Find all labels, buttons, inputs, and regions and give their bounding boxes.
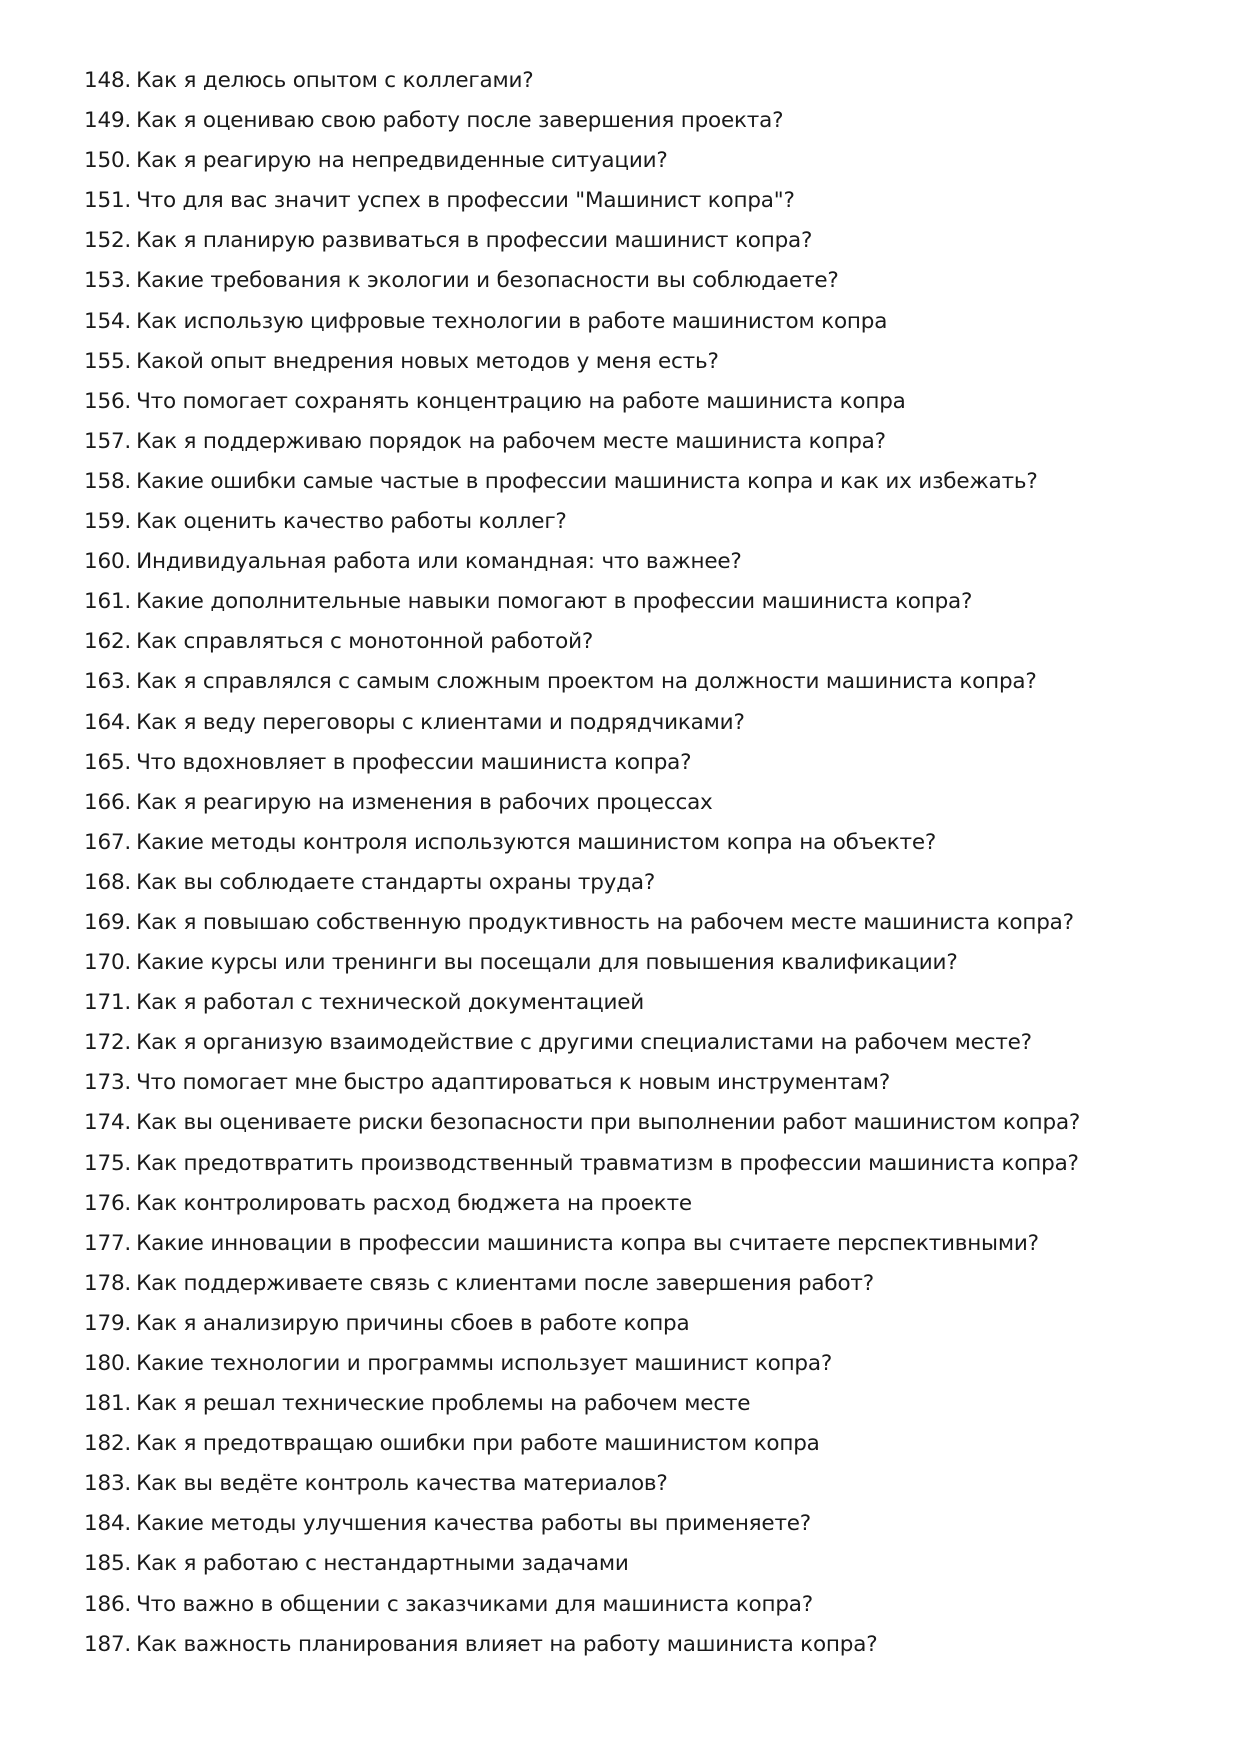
question-text: Какие курсы или тренинги вы посещали для повышения квалификации?	[136, 950, 958, 976]
list-item	[84, 783, 1164, 823]
question-number: 171.	[84, 990, 132, 1016]
list-item	[84, 61, 1164, 101]
list-item	[84, 261, 1164, 301]
question-number: 158.	[84, 468, 132, 494]
question-number: 151.	[84, 188, 132, 214]
list-item	[84, 181, 1164, 221]
question-text: Что для вас значит успех в профессии "Машинист копра"?	[136, 188, 795, 214]
list-item	[84, 422, 1164, 462]
question-text: Что важно в общении с заказчиками для машиниста копра?	[136, 1591, 813, 1617]
list-item	[84, 1344, 1164, 1384]
list-item	[84, 1144, 1164, 1184]
question-number: 166.	[84, 789, 132, 815]
question-number: 176.	[84, 1190, 132, 1216]
list-item	[84, 983, 1164, 1023]
question-text: Как я работал с технической документацией	[136, 990, 645, 1016]
question-number: 182.	[84, 1431, 132, 1457]
question-text: Какие инновации в профессии машиниста копра вы считаете перспективными?	[136, 1230, 1039, 1256]
list-item	[84, 1304, 1164, 1344]
question-number: 183.	[84, 1471, 132, 1497]
question-text: Как я организую взаимодействие с другими специалистами на рабочем месте?	[136, 1030, 1032, 1056]
list-item	[84, 1063, 1164, 1103]
question-text: Какие методы улучшения качества работы вы применяете?	[136, 1511, 812, 1537]
question-number: 178.	[84, 1270, 132, 1296]
list-item	[84, 302, 1164, 342]
question-text: Как я оцениваю свою работу после завершения проекта?	[136, 108, 784, 134]
question-number: 162.	[84, 629, 132, 655]
list-item	[84, 863, 1164, 903]
question-number: 174.	[84, 1110, 132, 1136]
list-item	[84, 1384, 1164, 1424]
question-text: Как я работаю с нестандартными задачами	[136, 1551, 629, 1577]
question-text: Что помогает мне быстро адаптироваться к новым инструментам?	[136, 1070, 891, 1096]
list-item	[84, 462, 1164, 502]
question-number: 169.	[84, 909, 132, 935]
question-number: 159.	[84, 509, 132, 535]
question-number: 149.	[84, 108, 132, 134]
question-number: 160.	[84, 549, 132, 575]
question-number: 161.	[84, 589, 132, 615]
question-text: Как я повышаю собственную продуктивность на рабочем месте машиниста копра?	[136, 909, 1074, 935]
question-number: 181.	[84, 1391, 132, 1417]
list-item	[84, 1585, 1164, 1625]
list-item	[84, 903, 1164, 943]
list-item	[84, 141, 1164, 181]
question-text: Какие технологии и программы использует машинист копра?	[136, 1351, 833, 1376]
question-text: Индивидуальная работа или командная: что важнее?	[136, 549, 742, 575]
question-number: 180.	[84, 1351, 132, 1376]
question-text: Какие требования к экологии и безопасности вы соблюдаете?	[136, 268, 839, 294]
question-text: Как поддерживаете связь с клиентами после завершения работ?	[136, 1270, 874, 1296]
question-text: Как я реагирую на изменения в рабочих процессах	[136, 789, 713, 815]
question-number: 170.	[84, 950, 132, 976]
question-number: 156.	[84, 388, 132, 414]
list-item	[84, 1023, 1164, 1063]
question-text: Как я решал технические проблемы на рабочем месте	[136, 1391, 751, 1417]
question-number: 168.	[84, 869, 132, 895]
question-number: 177.	[84, 1230, 132, 1256]
question-number: 164.	[84, 709, 132, 735]
question-number: 172.	[84, 1030, 132, 1056]
question-text: Как вы ведёте контроль качества материалов?	[136, 1471, 668, 1497]
question-text: Как я веду переговоры с клиентами и подрядчиками?	[136, 709, 745, 735]
question-text: Какие методы контроля используются машинистом копра на объекте?	[136, 829, 937, 855]
list-item	[84, 382, 1164, 422]
list-item	[84, 1625, 1164, 1665]
question-text: Как предотвратить производственный травматизм в профессии машиниста копра?	[136, 1150, 1079, 1176]
question-number: 185.	[84, 1551, 132, 1577]
question-text: Как я справлялся с самым сложным проектом на должности машиниста копра?	[136, 669, 1037, 695]
question-text: Как вы соблюдаете стандарты охраны труда?	[136, 869, 656, 895]
question-text: Как я реагирую на непредвиденные ситуации?	[136, 148, 668, 174]
question-number: 148.	[84, 68, 132, 93]
list-item	[84, 582, 1164, 622]
question-number: 187.	[84, 1631, 132, 1657]
list-item	[84, 943, 1164, 983]
list-item	[84, 1264, 1164, 1304]
question-number: 163.	[84, 669, 132, 695]
list-item	[84, 662, 1164, 702]
question-text: Что вдохновляет в профессии машиниста копра?	[136, 749, 692, 775]
question-text: Как контролировать расход бюджета на проекте	[136, 1190, 692, 1216]
question-text: Как оценить качество работы коллег?	[136, 509, 567, 535]
question-number: 184.	[84, 1511, 132, 1537]
question-number: 155.	[84, 348, 132, 374]
question-number: 186.	[84, 1591, 132, 1617]
question-text: Какой опыт внедрения новых методов у меня есть?	[136, 348, 719, 374]
question-number: 150.	[84, 148, 132, 174]
question-list	[84, 61, 1164, 1665]
list-item	[84, 1103, 1164, 1143]
question-text: Как я поддерживаю порядок на рабочем месте машиниста копра?	[136, 428, 886, 454]
list-item	[84, 342, 1164, 382]
question-text: Как использую цифровые технологии в работе машинистом копра	[136, 308, 888, 334]
list-item	[84, 743, 1164, 783]
question-text: Как вы оцениваете риски безопасности при выполнении работ машинистом копра?	[136, 1110, 1081, 1136]
list-item	[84, 622, 1164, 662]
question-number: 173.	[84, 1070, 132, 1096]
list-item	[84, 542, 1164, 582]
list-item	[84, 1544, 1164, 1584]
question-number: 175.	[84, 1150, 132, 1176]
question-number: 167.	[84, 829, 132, 855]
question-text: Что помогает сохранять концентрацию на работе машиниста копра	[136, 388, 906, 414]
list-item	[84, 221, 1164, 261]
question-number: 154.	[84, 308, 132, 334]
question-text: Как я планирую развиваться в профессии машинист копра?	[136, 228, 813, 254]
list-item	[84, 823, 1164, 863]
question-text: Как я предотвращаю ошибки при работе машинистом копра	[136, 1431, 820, 1457]
question-text: Как я делюсь опытом с коллегами?	[136, 68, 534, 93]
question-text: Как важность планирования влияет на работу машиниста копра?	[136, 1631, 878, 1657]
list-item	[84, 703, 1164, 743]
question-text: Какие дополнительные навыки помогают в профессии машиниста копра?	[136, 589, 973, 615]
list-item	[84, 1424, 1164, 1464]
list-item	[84, 101, 1164, 141]
question-number: 179.	[84, 1310, 132, 1336]
list-item	[84, 1464, 1164, 1504]
question-number: 152.	[84, 228, 132, 254]
question-number: 157.	[84, 428, 132, 454]
question-number: 153.	[84, 268, 132, 294]
question-number: 165.	[84, 749, 132, 775]
question-text: Как я анализирую причины сбоев в работе копра	[136, 1310, 690, 1336]
question-text: Как справляться с монотонной работой?	[136, 629, 594, 655]
list-item	[84, 1184, 1164, 1224]
list-item	[84, 1224, 1164, 1264]
question-text: Какие ошибки самые частые в профессии машиниста копра и как их избежать?	[136, 468, 1038, 494]
list-item	[84, 1504, 1164, 1544]
list-item	[84, 502, 1164, 542]
